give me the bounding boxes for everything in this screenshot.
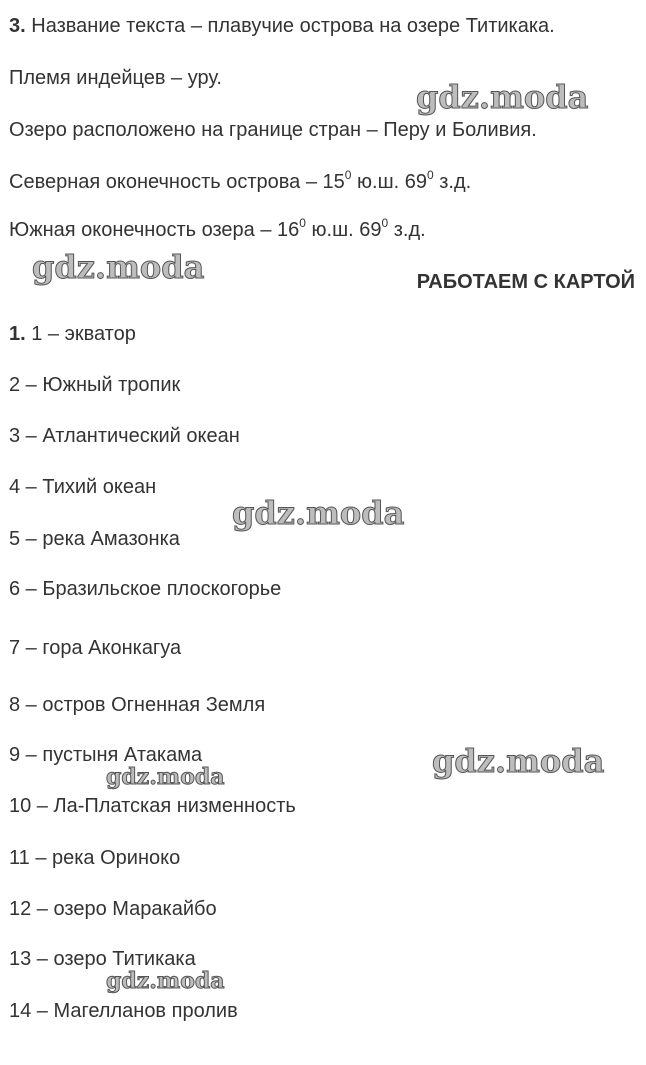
list-item: 3 – Атлантический океан [9, 425, 240, 447]
watermark-logo: gdz.moda [232, 494, 405, 532]
task3-title-text: Название текста – плавучие острова на озере Титикака. [31, 15, 555, 37]
list-item: 7 – гора Аконкагуа [9, 637, 182, 659]
list-item: 11 – река Ориноко [9, 847, 181, 869]
north-degree-2: 0 [426, 168, 434, 182]
list-item: 9 – пустыня Атакама [9, 744, 203, 766]
north-prefix: Северная оконечность острова – 15 [9, 171, 345, 193]
list-item: 6 – Бразильское плоскогорье [9, 578, 282, 600]
watermark-logo: gdz.moda [416, 78, 589, 116]
list-item: 14 – Магелланов пролив [9, 1000, 238, 1022]
north-suffix: з.д. [433, 171, 472, 193]
list-item: 13 – озеро Титикака [9, 948, 196, 970]
list-item [9, 322, 136, 346]
list-item: 2 – Южный тропик [9, 374, 181, 396]
list-item: 12 – озеро Маракайбо [9, 898, 217, 920]
north-mid: ю.ш. 69 [351, 171, 427, 193]
list-item: 8 – остров Огненная Земля [9, 694, 266, 716]
task3-title-line [9, 14, 555, 38]
south-mid: ю.ш. 69 [305, 219, 382, 241]
south-degree-1: 0 [299, 216, 306, 230]
task3-number: 3. [9, 15, 26, 37]
south-suffix: з.д. [388, 219, 426, 241]
task3-tribe-line: Племя индейцев – уру. [9, 67, 222, 89]
task3-north-line [9, 170, 471, 194]
list-item: 4 – Тихий океан [9, 476, 157, 498]
list-item: 5 – река Амазонка [9, 528, 180, 550]
watermark-logo: gdz.moda [106, 764, 225, 790]
task3-lake-line: Озеро расположено на границе стран – Перу и Боливия. [9, 119, 537, 141]
watermark-logo: gdz.moda [432, 742, 605, 780]
list-item: 10 – Ла-Платская низменность [9, 795, 296, 817]
list-item-text: 1 – экватор [31, 323, 136, 345]
task1-number: 1. [9, 323, 26, 345]
watermark-logo: gdz.moda [32, 248, 205, 286]
task3-south-line [9, 218, 426, 242]
watermark-logo: gdz.moda [106, 968, 225, 994]
section-heading: РАБОТАЕМ С КАРТОЙ [416, 271, 635, 293]
south-degree-2: 0 [381, 216, 389, 230]
north-degree-1: 0 [344, 168, 352, 182]
south-prefix: Южная оконечность озера – 16 [9, 219, 300, 241]
